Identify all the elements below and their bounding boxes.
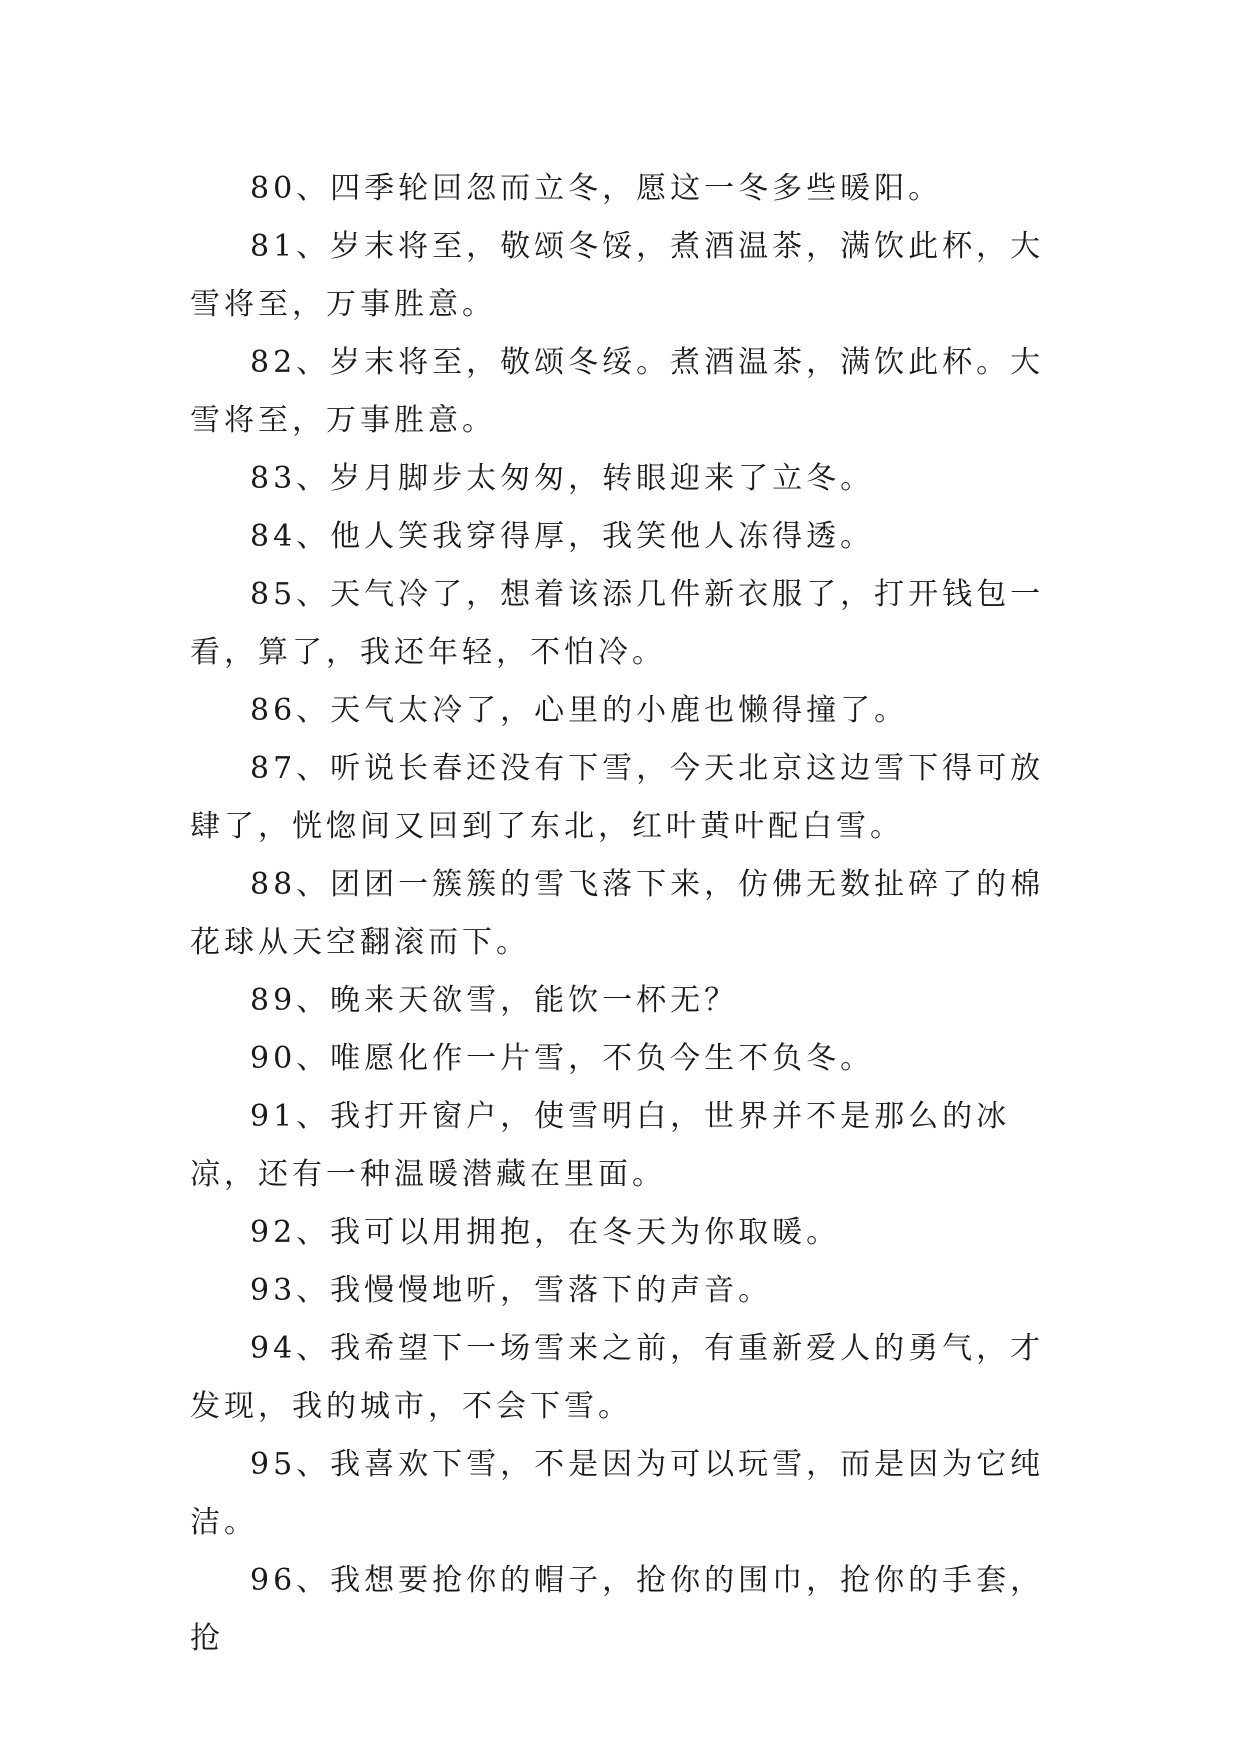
paragraph-85: 85、天气冷了，想着该添几件新衣服了，打开钱包一看，算了，我还年轻，不怕冷。 <box>190 577 1045 670</box>
paragraph-96: 96、我想要抢你的帽子，抢你的围巾，抢你的手套，抢 <box>190 1563 1045 1656</box>
paragraph-91: 91、我打开窗户，使雪明白，世界并不是那么的冰凉，还有一种温暖潜藏在里面。 <box>190 1099 1011 1192</box>
paragraph-81: 81、岁末将至，敬颂冬馁，煮酒温茶，满饮此杯，大雪将至，万事胜意。 <box>190 229 1045 322</box>
paragraph-92: 92、我可以用拥抱，在冬天为你取暖。 <box>250 1215 841 1250</box>
document-body <box>190 160 1050 1668</box>
paragraph-93: 93、我慢慢地听，雪落下的声音。 <box>250 1273 773 1308</box>
paragraph-82: 82、岁末将至，敬颂冬绥。煮酒温茶，满饮此杯。大雪将至，万事胜意。 <box>190 345 1045 438</box>
paragraph-84: 84、他人笑我穿得厚，我笑他人冻得透。 <box>250 519 875 554</box>
paragraph-94: 94、我希望下一场雪来之前，有重新爱人的勇气，才发现，我的城市，不会下雪。 <box>190 1331 1045 1424</box>
paragraph-86: 86、天气太冷了，心里的小鹿也懒得撞了。 <box>250 693 909 728</box>
paragraph-90: 90、唯愿化作一片雪，不负今生不负冬。 <box>250 1041 875 1076</box>
paragraph-89: 89、晚来天欲雪，能饮一杯无？ <box>250 983 739 1018</box>
paragraph-87: 87、听说长春还没有下雪，今天北京这边雪下得可放肆了，恍惚间又回到了东北，红叶黄叶配白雪。 <box>190 751 1045 844</box>
paragraph-83: 83、岁月脚步太匆匆，转眼迎来了立冬。 <box>250 461 875 496</box>
paragraph-88: 88、团团一簇簇的雪飞落下来，仿佛无数扯碎了的棉花球从天空翻滚而下。 <box>190 867 1045 960</box>
paragraph-80: 80、四季轮回忽而立冬，愿这一冬多些暖阳。 <box>250 171 943 206</box>
paragraph-95: 95、我喜欢下雪，不是因为可以玩雪，而是因为它纯洁。 <box>190 1447 1045 1540</box>
